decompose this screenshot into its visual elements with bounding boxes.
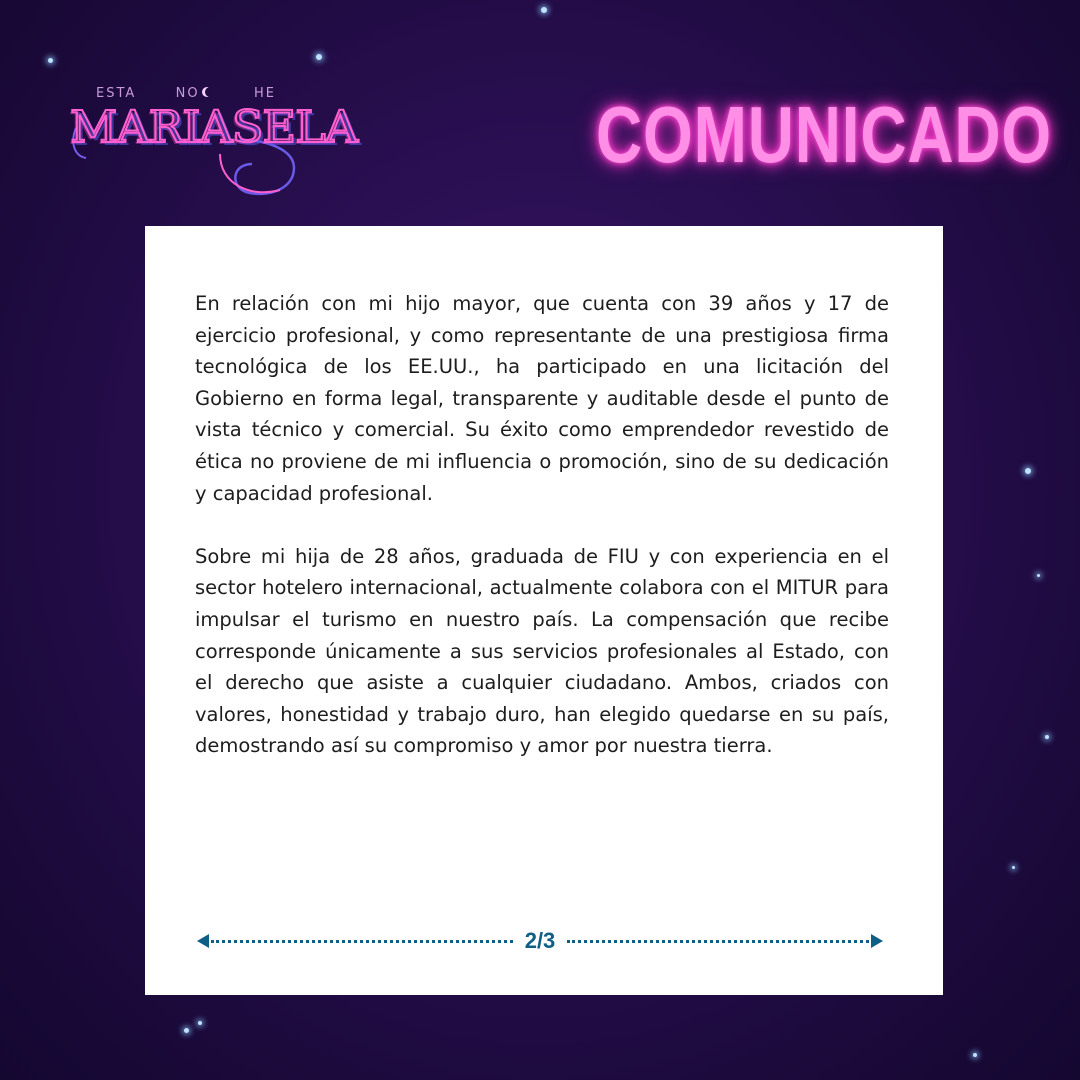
logo-word: HE	[253, 86, 276, 101]
star-decoration	[48, 58, 53, 63]
star-decoration	[198, 1021, 202, 1025]
pager-dotted-line	[211, 940, 513, 943]
paragraph: En relación con mi hijo mayor, que cuenta con 39 años y 17 de ejercicio profesional, y como representante de una prestigiosa firma tecnológica de los EE.UU., ha participado en una licitación del Gobierno en forma legal, transparente y auditable desde el punto de vista técnico y comercial. Su éxito como emprendedor revestido de ética no proviene de mi influencia o promoción, sino de su dedicación y capacidad profesional.	[195, 292, 889, 505]
statement-body	[195, 288, 889, 794]
star-decoration	[973, 1053, 977, 1057]
statement-card	[145, 226, 943, 995]
arrow-left-icon[interactable]	[197, 934, 209, 948]
logo-word: NO	[176, 86, 215, 101]
star-decoration	[1045, 735, 1049, 739]
page-indicator: 2/3	[524, 928, 556, 953]
paragraph: Sobre mi hija de 28 años, graduada de FIU y con experiencia en el sector hotelero internacional, actualmente colabora con el MITUR para impulsar el turismo en nuestro país. La compensación que recibe corresponde únicamente a sus servicios profesionales al Estado, con el derecho que asiste a cualquier ciudadano. Ambos, criados con valores, honestidad y trabajo duro, han elegido quedarse en su país, demostrando así su compromiso y amor por nuestra tierra.	[195, 544, 889, 758]
arrow-right-icon[interactable]	[871, 934, 883, 948]
pager-dotted-line	[567, 940, 869, 943]
star-decoration	[1025, 468, 1031, 474]
logo-word: ESTA	[96, 86, 137, 101]
pager	[197, 926, 883, 956]
star-decoration	[184, 1028, 189, 1033]
page-title: COMUNICADO	[596, 90, 1052, 179]
star-decoration	[1037, 574, 1040, 577]
star-decoration	[316, 54, 322, 60]
star-decoration	[1012, 866, 1015, 869]
star-decoration	[541, 7, 547, 13]
logo	[70, 86, 358, 196]
logo-name: MARIASELA	[70, 102, 358, 153]
